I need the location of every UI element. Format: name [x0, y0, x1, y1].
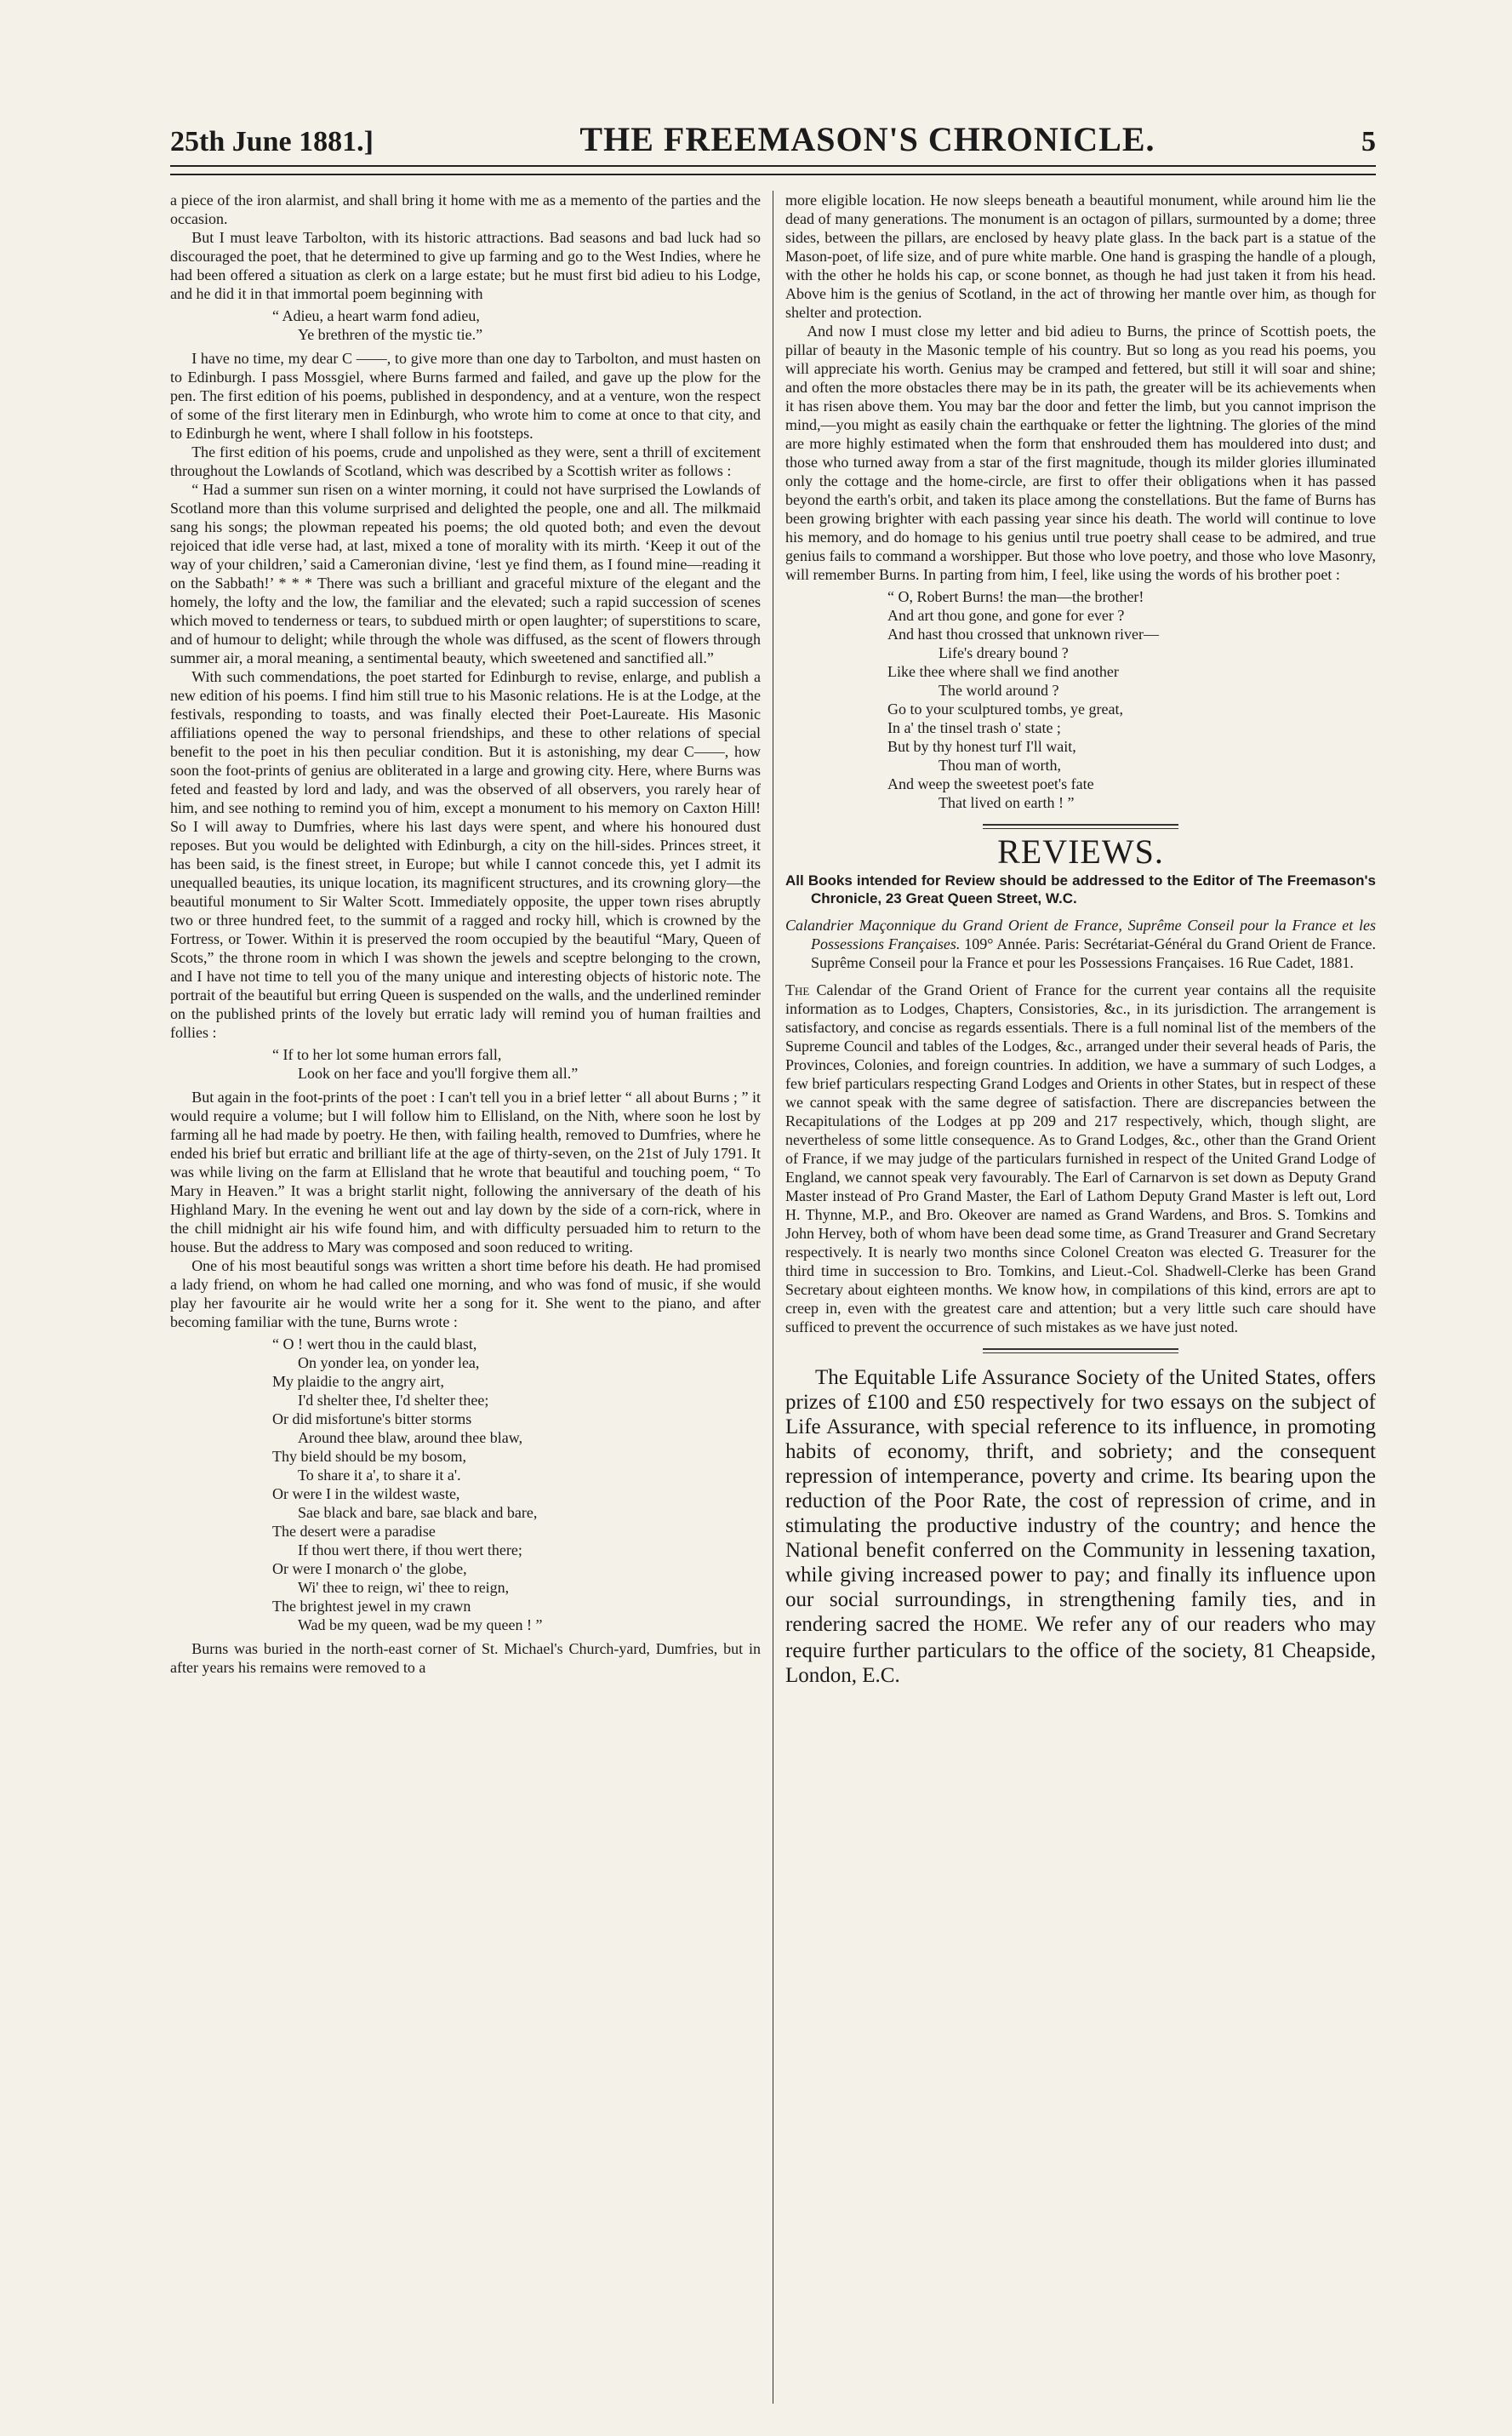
left-column — [170, 191, 773, 2404]
verse-line: “ O, Robert Burns! the man—the brother! — [887, 588, 1144, 605]
verse-robert-burns — [785, 587, 1376, 812]
verse-cauld-blast — [170, 1335, 761, 1634]
verse-line: Or did misfortune's bitter storms — [272, 1410, 472, 1427]
verse-line: “ O ! wert thou in the cauld blast, — [272, 1335, 477, 1352]
verse-line: Ye brethren of the mystic tie.” — [298, 326, 483, 343]
article-paragraph: Burns was buried in the north-east corner of St. Michael's Church-yard, Dumfries, but in after years his remains were removed to a — [170, 1640, 761, 1676]
verse-line: “ Adieu, a heart warm fond adieu, — [272, 307, 480, 324]
article-paragraph: With such commendations, the poet started for Edinburgh to revise, enlarge, and publish a new edition of his poems. I find him still true to his Masonic relations. He is at the Lodge, at the festivals, responding to toasts, and was finally elected their Poet-Laureate. His Masonic affiliations opened the way to personal friendships, and these to other relations of special benefit to the poet in his then peculiar condition. But it is astonishing, my dear C——, how soon the foot-prints of genius are obliterated in a large and growing city. Here, where Burns was feted and feasted by lord and lady, and was the observed of all observers, you rarely hear of him, and see nothing to remind you of him, except a monument to his memory on Caxton Hill! So I will away to Dumfries, where his last days were spent, and where his honoured dust reposes. But you would be delighted with Edinburgh, a city on the hill-sides. Princes street, it has been said, is the finest street, in Europe; but while I cannot concede this, yet I admit its unequalled beauties, its unique location, its magnificent structures, and its crowning glory—the beautiful monument to Sir Walter Scott. Immediately opposite, the upper town rises abruptly two or three hundred feet, to the summit of a ragged and rocky hill, which is crowned by the Fortress, or Tower. Within it is preserved the room occupied by the beautiful “Mary, Queen of Scots,” the throne room in which I was shown the jewels and sceptre belonging to the crown, and I have not time to tell you of the many unique and interesting objects of historic note. The portrait of the beautiful but erring Queen is suspended on the walls, and the underlined reminder on the published prints of the lovely but erratic lady will remind you of human frailties and follies : — [170, 668, 761, 1041]
masthead — [170, 119, 1376, 162]
article-paragraph: a piece of the iron alarmist, and shall bring it home with me as a memento of the parties and the occasion. — [170, 192, 761, 227]
article-paragraph: One of his most beautiful songs was written a short time before his death. He had promised a lady friend, on whom he had called one morning, and who was fond of music, if she would play her favourite air he would write her a song for it. She went to the piano, and after becoming familiar with the tune, Burns wrote : — [170, 1257, 761, 1330]
verse-adieu — [170, 306, 761, 344]
advertisement — [785, 1365, 1376, 1688]
verse-line: That lived on earth ! ” — [939, 794, 1075, 811]
verse-line: Sae black and bare, sae black and bare, — [298, 1504, 538, 1521]
quoted-paragraph: “ Had a summer sun risen on a winter morning, it could not have surprised the Lowlands of Scotland more than this volume surprised and delighted the people, one and all. The milkmaid sang his songs; the plowman repeated his poems; the old quoted both; and even the devout rejoiced that idle verse had, at last, mixed a tone of morality with its mirth. ‘Keep it out of the way of your children,’ said a Cameronian divine, ‘lest ye find them, as I found mine—reading it on the Sabbath!’ * * * There was such a brilliant and graceful mixture of the elegant and the homely, the lofty and the low, the familiar and the elevated; such a rapid succession of scenes which moved to tenderness or tears, to subdued mirth or open laughter; of superstitions to scare, and of humour to delight; while through the whole was diffused, as the scent of flowers through summer air, a moral meaning, a sentimental beauty, which sweetened and sanctified all.” — [170, 481, 761, 666]
verse-line: The world around ? — [939, 682, 1059, 699]
article-paragraph: And now I must close my letter and bid adieu to Burns, the prince of Scottish poets, the pillar of beauty in the Masonic temple of his country. But so long as you read his poems, you will appreciate his worth. Genius may be cramped and fettered, but still it will soar and shine; and often the more obstacles there may be in its path, the greater will be its achievements when it has risen above them. You may bar the door and fetter the limb, but you cannot imprison the mind,—you might as easily chain the earthquake or fetter the lightning. The glories of the mind are more highly estimated when the form that enshrouded them has mouldered into dust; and those who turned away from a star of the first magnitude, though its milder glories illuminated only the cottage and the home-circle, are first to offer their obligations when it has passed beyond the earth's orbit, and taken its place among the constellations. But the fame of Burns has been growing brighter with each passing year since his death. The world will continue to love his memory, and do homage to his genius until true poetry shall cease to be admired, and true genius fails to command a worshipper. But those who love poetry, and those who love Masonry, will remember Burns. In parting from him, I feel, like using the words of his brother poet : — [785, 323, 1376, 583]
review-body: Calendar of the Grand Orient of France for the current year contains all the requisite information as to Lodges, Chapters, Consistories, &c., in its jurisdiction. The arrangement is satisfactory, and concise as regards essentials. There is a full nominal list of the members of the Supreme Council and tables of the Lodges, &c., arranged under their several heads of Paris, the Provinces, Colonies, and foreign countries. In addition, we have a summary of such Lodges, a few brief particulars respecting Grand Lodges and Orients in other States, but in respect of these we cannot speak with the same degree of satisfaction. There are discrepancies between the Recapitulations of the Lodges at pp 209 and 217 respectively, which, though slight, are nevertheless of some little consequence. As to Grand Lodges, &c., other than the Grand Orient of France, if we may judge of the particulars furnished in respect of the United Grand Lodge of England, we cannot speak very favourably. The Earl of Carnarvon is set down as Deputy Grand Master instead of Pro Grand Master, the Earl of Lathom Deputy Grand Master is left out, Lord H. Thynne, M.P., and Bro. Okeover are named as Grand Wardens, and Bros. S. Tomkins and John Hervey, both of whom have been dead some time, as Grand Treasurer and Grand Secretary respectively. It is nearly two months since Colonel Creaton was elected G. Treasurer for the third time in succession to Bro. Tomkins, and Lieut.-Col. Shadwell-Clerke has been Grand Secretary about eighteen months. We know how, in compilations of this kind, errors are apt to creep in, even with the greatest care and attention; but a very little such care should have sufficed to prevent the occurrence of such mistakes as we have just noted. — [785, 981, 1376, 1335]
columns — [170, 191, 1376, 2404]
review-first-word: The — [785, 981, 810, 998]
verse-line: Around thee blaw, around thee blaw, — [298, 1429, 523, 1446]
book-entry — [785, 916, 1376, 972]
verse-line: And art thou gone, and gone for ever ? — [887, 607, 1125, 624]
verse-line: Wi' thee to reign, wi' thee to reign, — [298, 1579, 510, 1596]
verse-line: Or were I monarch o' the globe, — [272, 1560, 467, 1577]
advert-text-end: We refer any of our readers who may require further particulars to the office of the society, 81 Cheapside, London, E.C. — [785, 1613, 1376, 1687]
review-paragraph — [785, 981, 1376, 1336]
publication-title: THE FREEMASON'S CHRONICLE. — [579, 120, 1155, 158]
verse-line: My plaidie to the angry airt, — [272, 1373, 444, 1390]
verse-line: Look on her face and you'll forgive them all.” — [298, 1065, 579, 1082]
article-paragraph: The first edition of his poems, crude and unpolished as they were, sent a thrill of excitement throughout the Lowlands of Scotland, which was described by a Scottish writer as follows : — [170, 443, 761, 479]
page-number: 5 — [1361, 126, 1376, 157]
verse-line: I'd shelter thee, I'd shelter thee; — [298, 1392, 489, 1409]
verse-line: On yonder lea, on yonder lea, — [298, 1354, 480, 1371]
article-paragraph: I have no time, my dear C ——, to give more than one day to Tarbolton, and must hasten on to Edinburgh. I pass Mossgiel, where Burns farmed and failed, and gave up the plow for the pen. The first edition of his poems, published in despondency, and at a venture, won the respect of some of the first literary men in Edinburgh, who wrote him to come at once to that city, and to Edinburgh he went, where I shall follow in his footsteps. — [170, 350, 761, 442]
verse-line: But by thy honest turf I'll wait, — [887, 738, 1076, 755]
verse-line: Thy bield should be my bosom, — [272, 1448, 466, 1465]
verse-line: And weep the sweetest poet's fate — [887, 775, 1094, 792]
verse-line: And hast thou crossed that unknown river— — [887, 626, 1159, 643]
masthead-rule — [170, 165, 1376, 175]
verse-line: Or were I in the wildest waste, — [272, 1485, 460, 1502]
article-paragraph: But again in the foot-prints of the poet : I can't tell you in a brief letter “ all about Burns ; ” it would require a volume; but I will follow him to Ellisland, on the Nith, where soon he lost by farming all he had made by poetry. He then, with failing health, removed to Dumfries, where he ended his brief but erratic and brilliant life at the age of thirty-seven, on the 21st of July 1791. It was while living on the farm at Ellisland that he wrote that beautiful and touching poem, “ To Mary in Heaven.” It was a bright starlit night, following the anniversary of the death of his Highland Mary. In the evening he went out and lay down by the side of a corn-rick, where in the chill midnight air his wife found him, and with difficulty persuaded him to return to the house. But the address to Mary was composed and soon reduced to writing. — [170, 1089, 761, 1255]
book-details: 109° Année. Paris: Secrétariat-Général du Grand Orient de France. Suprême Conseil pour la France et pour les Possessions Françaises. 16 Rue Cadet, 1881. — [811, 935, 1376, 971]
verse-line: “ If to her lot some human errors fall, — [272, 1046, 502, 1063]
article-paragraph: But I must leave Tarbolton, with its historic attractions. Bad seasons and bad luck had so discouraged the poet, that he determined to give up farming and go to the West Indies, where he had been offered a situation as clerk on a large estate; but he must first bid adieu to his Lodge, and he did it in that immortal poem beginning with — [170, 229, 761, 302]
verse-line: The brightest jewel in my crawn — [272, 1598, 471, 1615]
verse-line: Like thee where shall we find another — [887, 663, 1119, 680]
issue-date: 25th June 1881.] — [170, 126, 374, 157]
verse-line: The desert were a paradise — [272, 1523, 436, 1540]
verse-line: To share it a', to share it a'. — [298, 1467, 461, 1484]
advert-text: The Equitable Life Assurance Society of the United States, offers prizes of £100 and £50 respectively for two essays on the subject of Life Assurance, with special reference to its influence, in promoting habits of economy, thrift, and sobriety; and the consequent repression of intemperance, poverty and crime. Its bearing upon the reduction of the Poor Rate, the cost of repression of crime, and in stimulating the productive industry of the country; and hence the National benefit conferred on the Community in lessening taxation, while giving increased power to pay; and finally its influence upon our social surroundings, in strengthening family ties, and in rendering sacred the — [785, 1366, 1376, 1636]
verse-line: If thou wert there, if thou wert there; — [298, 1541, 522, 1558]
verse-queen — [170, 1045, 761, 1083]
verse-line: Wad be my queen, wad be my queen ! ” — [298, 1616, 543, 1633]
advert-home: HOME. — [973, 1616, 1028, 1635]
reviews-heading: REVIEWS. — [997, 832, 1164, 871]
right-column — [773, 191, 1376, 2404]
verse-line: Thou man of worth, — [939, 757, 1061, 774]
verse-line: Life's dreary bound ? — [939, 644, 1069, 661]
review-notice: All Books intended for Review should be addressed to the Editor of The Freemason's Chronicle, 23 Great Queen Street, W.C. — [785, 872, 1376, 906]
section-separator — [983, 1348, 1178, 1353]
verse-line: In a' the tinsel trash o' state ; — [887, 719, 1061, 736]
verse-line: Go to your sculptured tombs, ye great, — [887, 700, 1123, 718]
book-title: Calandrier Maçonnique du Grand Orient de France, Suprême Conseil pour la France et les Possessions Françaises. — [785, 917, 1376, 952]
section-separator — [983, 824, 1178, 829]
article-paragraph: more eligible location. He now sleeps beneath a beautiful monument, while around him lie the dead of many generations. The monument is an octagon of pillars, surmounted by a dome; three sides, between the pillars, are enclosed by heavy plate glass. In the back part is a statue of the Mason-poet, of life size, and of pure white marble. One hand is grasping the handle of a plough, with the other he holds his cap, or scone bonnet, as though he had just taken it from his head. Above him is the genius of Scotland, in the act of throwing her mantle over him, as though for shelter and protection. — [785, 192, 1376, 321]
